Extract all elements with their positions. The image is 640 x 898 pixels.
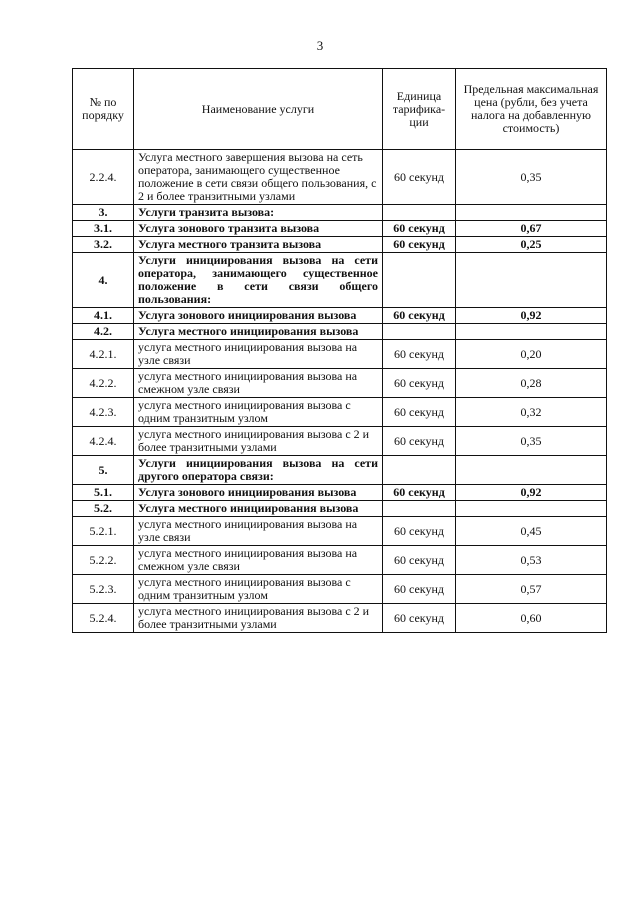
row-tariff-unit: 60 секунд: [383, 369, 456, 398]
row-service-name: Услуги транзита вызова:: [134, 205, 383, 221]
row-service-name: услуга местного инициирования вызова с 2 и более транзитными узлами: [134, 427, 383, 456]
table-row: [73, 517, 607, 546]
table-row: [73, 575, 607, 604]
row-number: 3.1.: [73, 221, 134, 237]
table-row: [73, 205, 607, 221]
row-service-name: Услуга зонового инициирования вызова: [134, 308, 383, 324]
table-row: [73, 221, 607, 237]
row-service-name: Услуга местного транзита вызова: [134, 237, 383, 253]
table-row: [73, 340, 607, 369]
row-number: 3.2.: [73, 237, 134, 253]
table-row: [73, 456, 607, 485]
table-row: [73, 604, 607, 633]
row-number: 5.2.2.: [73, 546, 134, 575]
row-service-name: услуга местного инициирования вызова с одним транзитным узлом: [134, 398, 383, 427]
table-body: [73, 150, 607, 633]
row-service-name: услуга местного инициирования вызова на смежном узле связи: [134, 369, 383, 398]
row-service-name: услуга местного инициирования вызова на смежном узле связи: [134, 546, 383, 575]
row-tariff-unit: [383, 501, 456, 517]
header-max-price: Предельная максимальная цена (рубли, без учета налога на добавленную стоимость): [456, 69, 607, 150]
row-max-price: [456, 253, 607, 308]
table-row: [73, 546, 607, 575]
row-tariff-unit: 60 секунд: [383, 150, 456, 205]
row-max-price: 0,53: [456, 546, 607, 575]
row-number: 5.2.1.: [73, 517, 134, 546]
row-number: 5.: [73, 456, 134, 485]
row-tariff-unit: 60 секунд: [383, 517, 456, 546]
row-tariff-unit: 60 секунд: [383, 485, 456, 501]
header-tariff-unit: Единица тарифика-ции: [383, 69, 456, 150]
row-max-price: 0,57: [456, 575, 607, 604]
table-row: [73, 501, 607, 517]
row-service-name: услуга местного инициирования вызова на узле связи: [134, 517, 383, 546]
row-max-price: 0,92: [456, 485, 607, 501]
row-service-name: Услуга местного завершения вызова на сеть оператора, занимающего существенное положение в сети связи общего пользования, с 2 и более транзитными узлами: [134, 150, 383, 205]
row-tariff-unit: 60 секунд: [383, 340, 456, 369]
table-row: [73, 237, 607, 253]
row-tariff-unit: [383, 324, 456, 340]
table-row: [73, 308, 607, 324]
row-tariff-unit: 60 секунд: [383, 398, 456, 427]
row-number: 5.2.: [73, 501, 134, 517]
row-max-price: 0,35: [456, 427, 607, 456]
row-max-price: [456, 501, 607, 517]
row-number: 5.2.3.: [73, 575, 134, 604]
table-row: [73, 485, 607, 501]
row-max-price: 0,20: [456, 340, 607, 369]
table-row: [73, 369, 607, 398]
row-tariff-unit: 60 секунд: [383, 221, 456, 237]
row-number: 4.1.: [73, 308, 134, 324]
row-number: 4.: [73, 253, 134, 308]
row-number: 4.2.1.: [73, 340, 134, 369]
page-number: 3: [316, 38, 324, 53]
row-tariff-unit: 60 секунд: [383, 237, 456, 253]
row-service-name: услуга местного инициирования вызова с 2 и более транзитными узлами: [134, 604, 383, 633]
row-number: 5.1.: [73, 485, 134, 501]
row-max-price: 0,35: [456, 150, 607, 205]
header-service-name: Наименование услуги: [134, 69, 383, 150]
row-number: 3.: [73, 205, 134, 221]
row-service-name: Услуги инициирования вызова на сети оператора, занимающего существенное положение в сети связи общего пользования:: [134, 253, 383, 308]
row-number: 2.2.4.: [73, 150, 134, 205]
row-max-price: 0,45: [456, 517, 607, 546]
row-tariff-unit: 60 секунд: [383, 604, 456, 633]
row-number: 4.2.3.: [73, 398, 134, 427]
table-header-row: [73, 69, 607, 150]
row-max-price: 0,32: [456, 398, 607, 427]
table-row: [73, 150, 607, 205]
row-tariff-unit: 60 секунд: [383, 308, 456, 324]
row-tariff-unit: 60 секунд: [383, 427, 456, 456]
tariff-table: [72, 68, 607, 633]
row-tariff-unit: [383, 456, 456, 485]
table-row: [73, 253, 607, 308]
row-number: 5.2.4.: [73, 604, 134, 633]
row-service-name: услуга местного инициирования вызова на узле связи: [134, 340, 383, 369]
row-number: 4.2.4.: [73, 427, 134, 456]
row-service-name: Услуга зонового инициирования вызова: [134, 485, 383, 501]
row-tariff-unit: [383, 205, 456, 221]
row-max-price: 0,67: [456, 221, 607, 237]
row-max-price: 0,60: [456, 604, 607, 633]
row-max-price: [456, 205, 607, 221]
row-max-price: [456, 456, 607, 485]
table-row: [73, 324, 607, 340]
row-max-price: 0,92: [456, 308, 607, 324]
row-service-name: Услуги инициирования вызова на сети другого оператора связи:: [134, 456, 383, 485]
row-tariff-unit: [383, 253, 456, 308]
row-tariff-unit: 60 секунд: [383, 575, 456, 604]
row-max-price: 0,28: [456, 369, 607, 398]
row-number: 4.2.2.: [73, 369, 134, 398]
row-service-name: Услуга местного инициирования вызова: [134, 324, 383, 340]
row-service-name: Услуга местного инициирования вызова: [134, 501, 383, 517]
row-service-name: услуга местного инициирования вызова с одним транзитным узлом: [134, 575, 383, 604]
table-row: [73, 427, 607, 456]
row-max-price: [456, 324, 607, 340]
row-tariff-unit: 60 секунд: [383, 546, 456, 575]
row-max-price: 0,25: [456, 237, 607, 253]
row-number: 4.2.: [73, 324, 134, 340]
row-service-name: Услуга зонового транзита вызова: [134, 221, 383, 237]
table-row: [73, 398, 607, 427]
header-number: № по порядку: [73, 69, 134, 150]
